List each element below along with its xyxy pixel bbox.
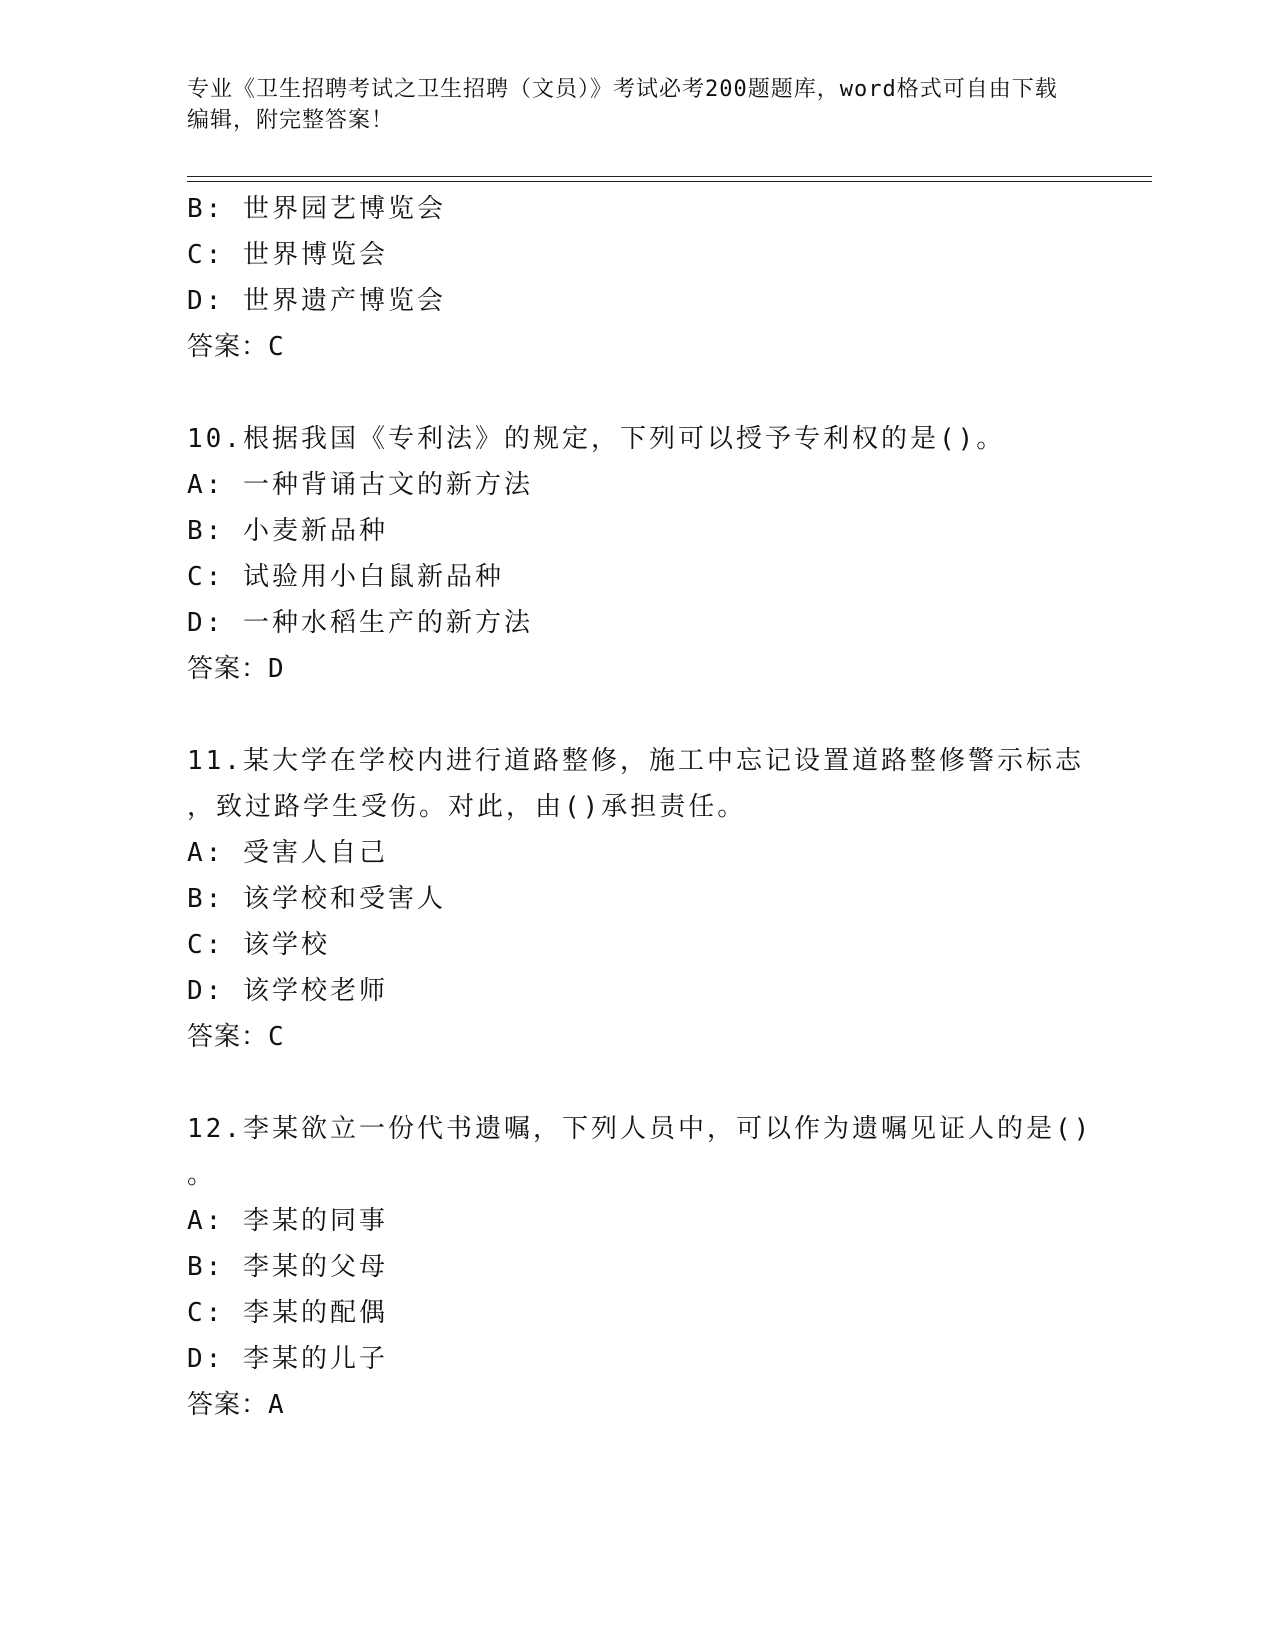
option-text: 该学校老师 — [242, 976, 388, 1006]
option-letter: B: — [187, 516, 225, 546]
option-letter: C: — [187, 930, 225, 960]
option-c — [187, 1290, 1087, 1336]
spacer — [187, 1060, 1087, 1106]
spacer — [187, 692, 1087, 738]
question-stem: 10.根据我国《专利法》的规定，下列可以授予专利权的是()。 — [187, 424, 1006, 454]
option-letter: A: — [187, 838, 225, 868]
spacer — [187, 370, 1087, 416]
answer-value: C — [268, 1022, 285, 1052]
option-letter: D: — [187, 976, 225, 1006]
answer-value: C — [268, 332, 285, 362]
option-text: 李某的儿子 — [242, 1344, 388, 1374]
option-text: 受害人自己 — [242, 838, 388, 868]
option-a — [187, 830, 1087, 876]
question-9-continued — [187, 186, 1087, 370]
option-b — [187, 1244, 1087, 1290]
option-text: 世界遗产博览会 — [242, 286, 446, 316]
option-text: 小麦新品种 — [242, 516, 388, 546]
question-11 — [187, 738, 1087, 1060]
option-letter: C: — [187, 562, 225, 592]
option-c — [187, 922, 1087, 968]
answer-label: 答案： — [187, 1022, 269, 1052]
option-text: 李某的父母 — [242, 1252, 388, 1282]
option-letter: B: — [187, 194, 225, 224]
option-letter: D: — [187, 1344, 225, 1374]
option-text: 李某的配偶 — [242, 1298, 388, 1328]
answer-value: A — [268, 1390, 285, 1420]
question-12 — [187, 1106, 1093, 1428]
answer-label: 答案： — [187, 654, 269, 684]
option-letter: D: — [187, 286, 225, 316]
question-stem-line-2: ，致过路学生受伤。对此，由()承担责任。 — [187, 792, 747, 822]
option-letter: B: — [187, 1252, 225, 1282]
option-d — [187, 600, 1087, 646]
question-stem-line-1: 12.李某欲立一份代书遗嘱，下列人员中，可以作为遗嘱见证人的是() — [187, 1114, 1093, 1144]
option-text: 一种背诵古文的新方法 — [242, 470, 533, 500]
answer-line — [187, 324, 1087, 370]
option-text: 世界园艺博览会 — [242, 194, 446, 224]
option-d — [187, 278, 1087, 324]
question-list — [187, 186, 1093, 1428]
option-text: 试验用小白鼠新品种 — [242, 562, 504, 592]
option-b — [187, 876, 1087, 922]
option-letter: C: — [187, 1298, 225, 1328]
option-d — [187, 968, 1087, 1014]
option-c — [187, 232, 1087, 278]
answer-line — [187, 1014, 1087, 1060]
option-b — [187, 508, 1087, 554]
option-letter: D: — [187, 608, 225, 638]
option-b — [187, 186, 1087, 232]
option-a — [187, 1198, 1087, 1244]
answer-line — [187, 646, 1087, 692]
option-text: 一种水稻生产的新方法 — [242, 608, 533, 638]
option-letter: C: — [187, 240, 225, 270]
option-letter: A: — [187, 1206, 225, 1236]
answer-line — [187, 1382, 1087, 1428]
answer-label: 答案： — [187, 332, 269, 362]
question-stem-line-2: 。 — [187, 1160, 217, 1190]
option-d — [187, 1336, 1087, 1382]
answer-label: 答案： — [187, 1390, 269, 1420]
document-header — [187, 74, 1067, 136]
option-text: 世界博览会 — [242, 240, 388, 270]
option-text: 该学校 — [242, 930, 330, 960]
option-text: 李某的同事 — [242, 1206, 388, 1236]
option-letter: A: — [187, 470, 225, 500]
option-text: 该学校和受害人 — [242, 884, 446, 914]
header-intro-text: 专业《卫生招聘考试之卫生招聘（文员）》考试必考200题题库，word格式可自由下载编辑，附完整答案！ — [187, 77, 1058, 133]
question-stem-line-1: 11.某大学在学校内进行道路整修，施工中忘记设置道路整修警示标志 — [187, 746, 1084, 776]
option-letter: B: — [187, 884, 225, 914]
answer-value: D — [268, 654, 285, 684]
header-rule-top — [187, 176, 1152, 177]
header-rule-bottom — [187, 181, 1152, 182]
option-c — [187, 554, 1087, 600]
question-10 — [187, 416, 1087, 692]
option-a — [187, 462, 1087, 508]
